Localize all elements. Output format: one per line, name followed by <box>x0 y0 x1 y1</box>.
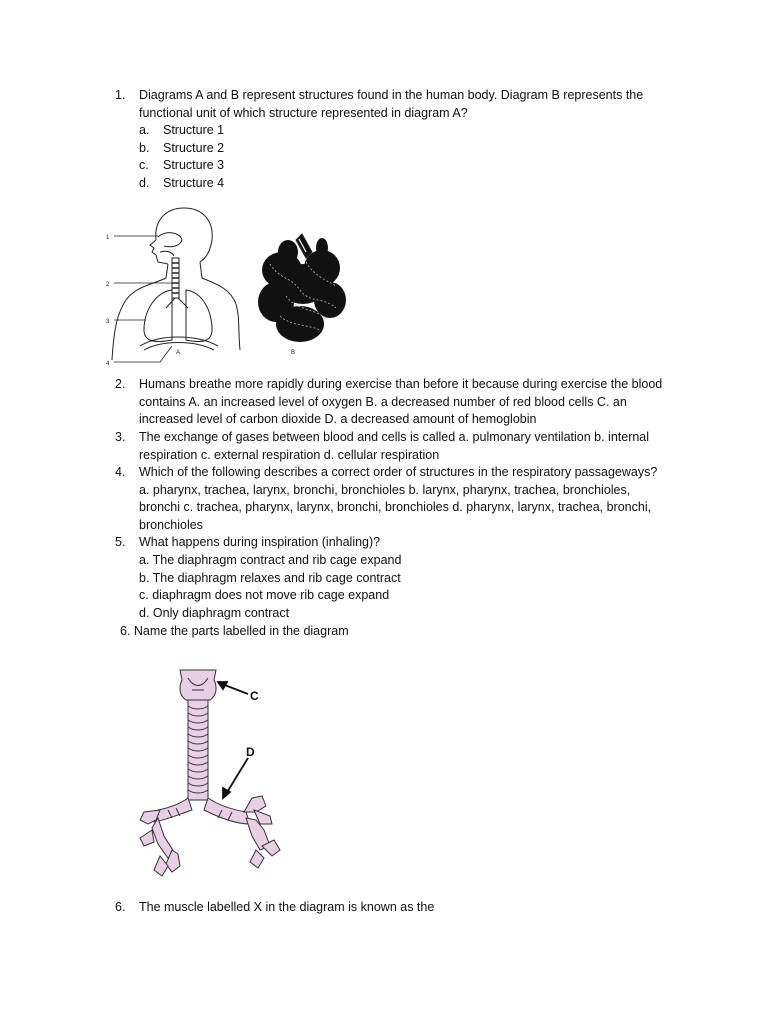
option-text: Structure 2 <box>163 141 225 155</box>
question-text: Which of the following describes a correct order of structures in the respiratory passageways? a. pharynx, trachea, larynx, bronchi, bronchioles b. larynx, pharynx, trachea, bronchioles, bronchi c. trachea, pharynx, larynx, bronchi, bronchioles d. pharynx, larynx, trachea, bronchi, bronchioles <box>139 465 658 532</box>
structure-label-4: 4 <box>106 361 110 367</box>
question-number: 4. <box>115 465 126 479</box>
diagram-b-caption: B <box>291 350 296 356</box>
q5-option-d: d. Only diaphragm contract <box>139 606 290 620</box>
question-number: 1. <box>115 88 126 102</box>
question-number: 6. <box>115 900 126 914</box>
question-number: 5. <box>115 535 126 549</box>
diagram-a-pointer-lines <box>114 236 172 362</box>
question-number: 3. <box>115 430 126 444</box>
option-letter: d. <box>139 176 150 190</box>
question-text: The exchange of gases between blood and cells is called a. pulmonary ventilation b. internal respiration c. external respiration d. cellular respiration <box>139 430 650 462</box>
trachea-bronchi-diagram <box>130 660 300 890</box>
q5-option-a: a. The diaphragm contract and rib cage expand <box>139 553 402 567</box>
diagram-a-trachea <box>172 258 179 298</box>
question-text: The muscle labelled X in the diagram is known as the <box>139 900 435 914</box>
question-number: 2. <box>115 377 126 391</box>
q5-option-c: c. diaphragm does not move rib cage expand <box>139 588 390 602</box>
option-letter: b. <box>139 141 150 155</box>
option-letter: c. <box>139 158 149 172</box>
respiratory-diagram-ab <box>100 200 360 370</box>
option-text: Structure 3 <box>163 158 225 172</box>
option-text: Structure 4 <box>163 176 225 190</box>
question-text: What happens during inspiration (inhaling)? <box>139 535 381 549</box>
label-c: C <box>250 689 259 703</box>
q5-option-b: b. The diaphragm relaxes and rib cage contract <box>139 571 401 585</box>
structure-label-2: 2 <box>106 282 110 288</box>
structure-label-1: 1 <box>106 235 110 241</box>
diagram-b-alveoli <box>258 234 346 342</box>
option-text: Structure 1 <box>163 123 225 137</box>
structure-label-3: 3 <box>106 319 110 325</box>
option-letter: a. <box>139 123 150 137</box>
question-text: Diagrams A and B represent structures found in the human body. Diagram B represents the functional unit of which structure represented in diagram A? <box>139 88 644 120</box>
pointer-arrows <box>218 682 248 798</box>
question-text: Humans breathe more rapidly during exercise than before it because during exercise the blood contains A. an increased level of oxygen B. a decreased number of red blood cells C. an increased level of carbon dioxide D. a decreased amount of hemoglobin <box>139 377 663 427</box>
diagram-a-caption: A <box>176 350 181 356</box>
label-d: D <box>246 745 255 759</box>
question-6-name-parts: 6. Name the parts labelled in the diagram <box>120 624 349 638</box>
trachea-structure <box>140 670 280 876</box>
